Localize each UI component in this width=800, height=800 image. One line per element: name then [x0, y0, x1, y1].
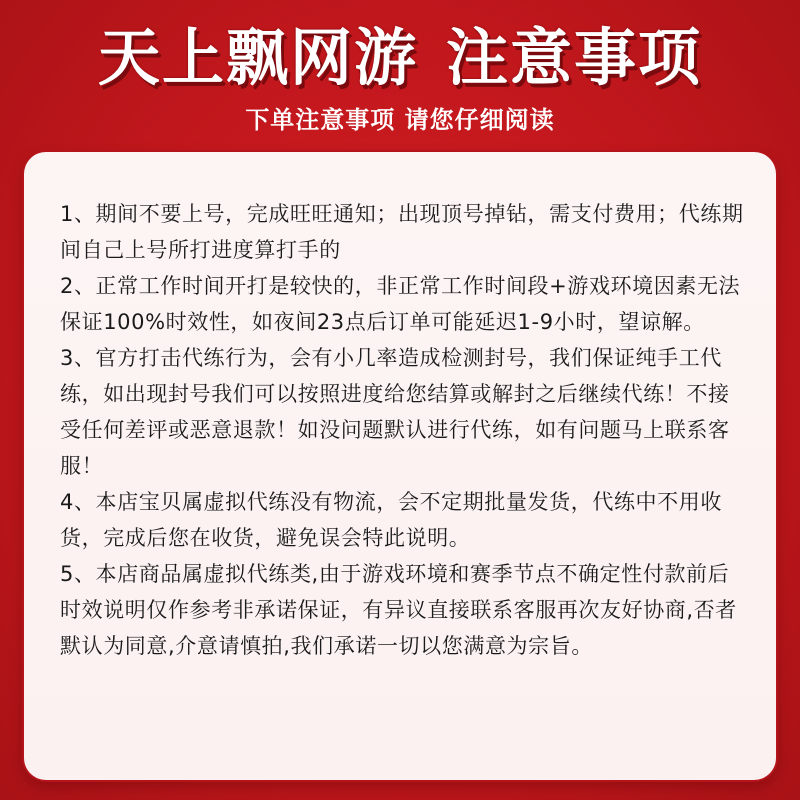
notice-item: 3、官方打击代练行为，会有小几率造成检测封号，我们保证纯手工代练，如出现封号我们可以按照进度给您结算或解封之后继续代练！不接受任何差评或恶意退款！如没问题默认进行代练，如有问题马上联系客服！: [60, 346, 730, 478]
page-subtitle: 下单注意事项 请您仔细阅读: [245, 106, 555, 134]
page-title: [0, 22, 800, 94]
notice-item: 5、本店商品属虚拟代练类,由于游戏环境和赛季节点不确定性付款前后时效说明仅作参考非承诺保证，有异议直接联系客服再次友好协商,否者默认为同意,介意请慎拍,我们承诺一切以您满意为宗旨。: [60, 562, 737, 658]
notice-item: 1、期间不要上号，完成旺旺通知；出现顶号掉钻，需支付费用；代练期间自己上号所打进度算打手的: [60, 202, 744, 262]
notice-item: 4、本店宝贝属虚拟代练没有物流，会不定期批量发货，代练中不用收货，完成后您在收货，避免误会特此说明。: [60, 490, 722, 550]
notice-list: [60, 196, 750, 664]
title-notice: 注意事项: [446, 21, 703, 94]
notice-item: 2、正常工作时间开打是较快的，非正常工作时间段+游戏环境因素无法保证100%时效性，如夜间23点后订单可能延迟1-9小时，望谅解。: [60, 274, 741, 334]
title-brand: 天上飘网游: [97, 21, 418, 94]
